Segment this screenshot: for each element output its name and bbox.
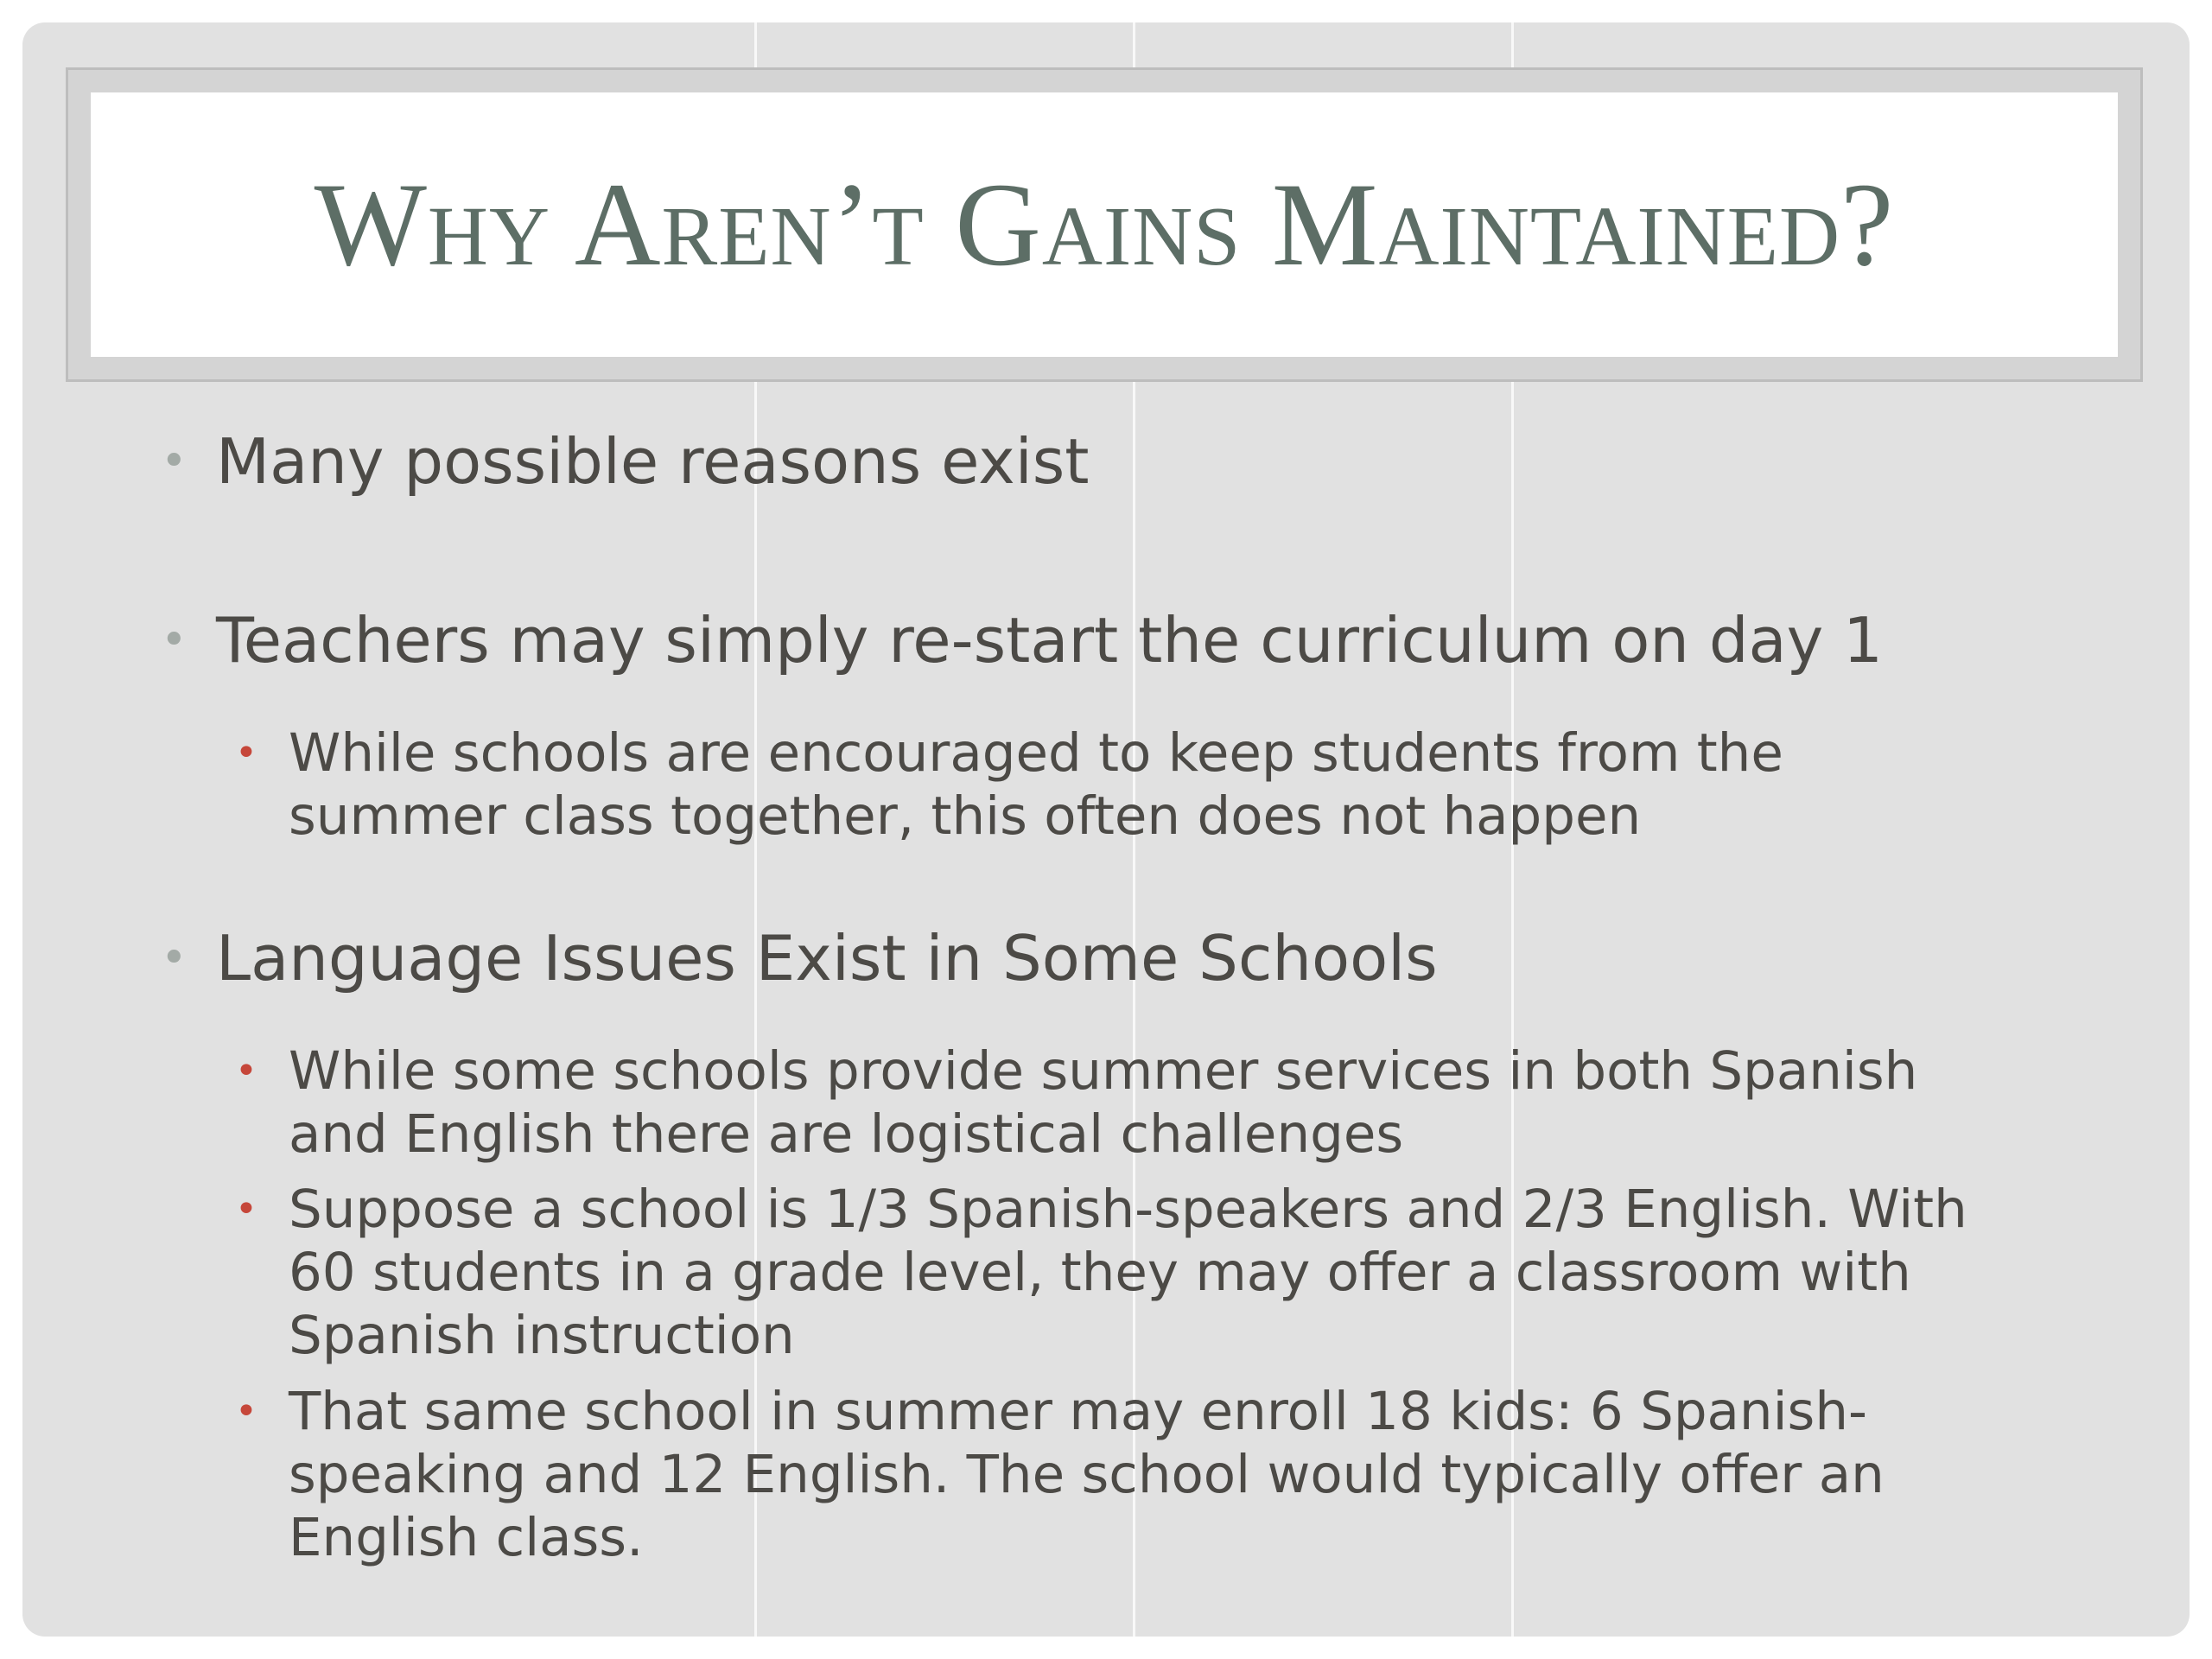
sub-bullet-item bbox=[235, 1380, 1885, 1569]
sub-bullet-dot-icon: • bbox=[235, 1049, 257, 1093]
sub-bullet-line: While some schools provide summer services in both Spanish bbox=[289, 1040, 1918, 1102]
sub-bullet-dot-icon: • bbox=[235, 731, 257, 775]
bullet-dot-icon: • bbox=[161, 614, 188, 666]
bullet-dot-icon: • bbox=[161, 435, 188, 487]
sub-bullet-dot-icon: • bbox=[235, 1187, 257, 1231]
sub-bullet-dot-icon: • bbox=[235, 1389, 257, 1433]
sub-bullet-line: While schools are encouraged to keep students from the bbox=[289, 722, 1783, 784]
bullet-item bbox=[161, 922, 1438, 995]
slide-title: Why Aren’t Gains Maintained? bbox=[314, 158, 1895, 290]
sub-bullet-line: English class. bbox=[289, 1507, 644, 1568]
bullet-item bbox=[161, 425, 1090, 498]
sub-bullet-line: 60 students in a grade level, they may offer a classroom with bbox=[289, 1242, 1911, 1303]
sub-bullet-line: Spanish instruction bbox=[289, 1305, 795, 1366]
bullet-text: Language Issues Exist in Some Schools bbox=[216, 922, 1438, 995]
sub-bullet-line: speaking and 12 English. The school would typically offer an bbox=[289, 1444, 1885, 1505]
slide bbox=[22, 22, 2190, 1637]
sub-bullet-line: That same school in summer may enroll 18 kids: 6 Spanish- bbox=[289, 1381, 1867, 1442]
bullet-item bbox=[161, 604, 1883, 677]
bullet-dot-icon: • bbox=[161, 932, 188, 984]
sub-bullet-line: summer class together, this often does not happen bbox=[289, 785, 1642, 847]
sub-bullet-item bbox=[235, 1039, 1918, 1166]
title-frame bbox=[66, 67, 2143, 382]
sub-bullet-item bbox=[235, 721, 1783, 848]
title-box bbox=[91, 92, 2118, 357]
sub-bullet-item bbox=[235, 1178, 1967, 1367]
bullet-text: Teachers may simply re-start the curriculum on day 1 bbox=[216, 604, 1883, 677]
sub-bullet-line: and English there are logistical challenges bbox=[289, 1103, 1404, 1165]
sub-bullet-line: Suppose a school is 1/3 Spanish-speakers and 2/3 English. With bbox=[289, 1179, 1967, 1240]
bullet-text: Many possible reasons exist bbox=[216, 425, 1090, 498]
